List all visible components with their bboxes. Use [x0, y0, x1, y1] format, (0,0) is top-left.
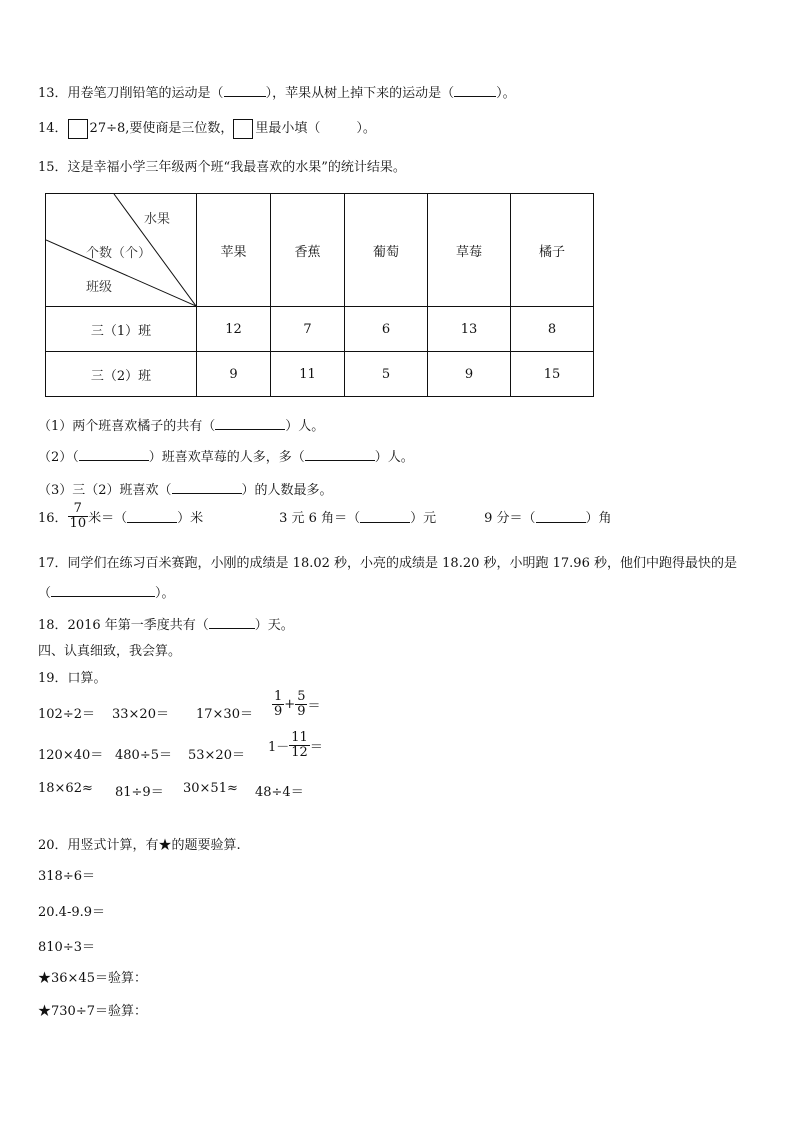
calc-item: 18×62≈	[38, 781, 93, 796]
q14-box-2[interactable]	[233, 119, 253, 139]
table-cell: 9	[197, 352, 271, 397]
question-17-answer: （ ）。	[38, 586, 175, 601]
header-orange: 橘子	[511, 194, 594, 307]
q17-blank[interactable]	[51, 584, 155, 597]
question-19-title: 19．口算。	[38, 671, 107, 686]
table-cell: 13	[428, 307, 511, 352]
q16-blank-3[interactable]	[536, 510, 586, 523]
question-13: 13．用卷笔刀削铅笔的运动是（ ），苹果从树上掉下来的运动是（ ）。	[38, 86, 516, 101]
q15-sub-3: （3）三（2）班喜欢（ ）的人数最多。	[38, 483, 333, 498]
vertical-calc-item: ★36×45＝验算：	[38, 971, 147, 986]
header-banana: 香蕉	[271, 194, 345, 307]
question-18: 18．2016 年第一季度共有（ ）天。	[38, 618, 294, 633]
question-16: 16． $\frac{7}{10}$ 米＝（ ）米 3 元 6 角＝（ ）元 9 分＝（ ）角	[38, 501, 612, 531]
table-cell: 12	[197, 307, 271, 352]
q15-sub2-blank-2[interactable]	[305, 448, 375, 461]
table-cell: 8	[511, 307, 594, 352]
calc-item: 102÷2＝	[38, 707, 95, 722]
q16-blank-2[interactable]	[360, 510, 410, 523]
fruit-table	[45, 193, 594, 397]
calc-fraction-sum: $\frac{1}{9}$ + $\frac{5}{9}$ ＝	[274, 689, 321, 719]
header-strawberry: 草莓	[428, 194, 511, 307]
calc-item: 81÷9＝	[115, 785, 164, 800]
vertical-calc-item: 20.4-9.9＝	[38, 905, 106, 920]
calc-item: 33×20＝	[112, 707, 169, 722]
header-apple: 苹果	[197, 194, 271, 307]
q15-sub-1: （1）两个班喜欢橘子的共有（ ）人。	[38, 419, 325, 434]
question-17: 17．同学们在练习百米赛跑，小刚的成绩是 18.02 秒，小亮的成绩是 18.20 秒，小明跑 17.96 秒，他们中跑得最快的是	[38, 556, 737, 571]
question-20-title: 20．用竖式计算，有★的题要验算.	[38, 838, 241, 853]
q16-fraction: $\frac{7}{10}$	[69, 501, 87, 531]
header-fruit-label: 水果	[144, 212, 171, 227]
table-cell: 5	[345, 352, 428, 397]
calc-item: 30×51≈	[183, 781, 238, 796]
table-cell: 6	[345, 307, 428, 352]
calc-fraction-diff: 1－ $\frac{11}{12}$ ＝	[268, 730, 323, 760]
q15-sub1-blank[interactable]	[215, 417, 285, 430]
vertical-calc-item: ★730÷7＝验算：	[38, 1004, 147, 1019]
q18-blank[interactable]	[209, 616, 255, 629]
calc-item: 480÷5＝	[115, 748, 172, 763]
q13-number: 13．	[38, 86, 68, 101]
header-count-label: 个数（个）	[86, 246, 152, 261]
header-class-label: 班级	[86, 280, 113, 295]
calc-item: 120×40＝	[38, 748, 104, 763]
section-4-heading: 四、认真细致，我会算。	[38, 644, 182, 659]
table-cell: 11	[271, 352, 345, 397]
question-15: 15．这是幸福小学三年级两个班“我最喜欢的水果”的统计结果。	[38, 160, 406, 175]
row-label: 三（2）班	[46, 352, 197, 397]
vertical-calc-item: 318÷6＝	[38, 869, 95, 884]
q13-blank-1[interactable]	[224, 84, 266, 97]
calc-item: 53×20＝	[188, 748, 245, 763]
table-cell: 9	[428, 352, 511, 397]
vertical-calc-item: 810÷3＝	[38, 940, 95, 955]
q15-sub2-blank-1[interactable]	[79, 448, 149, 461]
q16-blank-1[interactable]	[127, 510, 177, 523]
q15-sub3-blank[interactable]	[172, 481, 242, 494]
table-row	[46, 307, 594, 352]
question-14: 14． 27÷8,要使商是三位数， 里最小填（ ）。	[38, 117, 376, 139]
header-grape: 葡萄	[345, 194, 428, 307]
table-cell: 15	[511, 352, 594, 397]
table-row	[46, 352, 594, 397]
row-label: 三（1）班	[46, 307, 197, 352]
q15-sub-2: （2）（ ）班喜欢草莓的人多，多（ ）人。	[38, 450, 414, 465]
q13-blank-2[interactable]	[454, 84, 496, 97]
table-header-diagonal-cell	[46, 194, 197, 307]
table-cell: 7	[271, 307, 345, 352]
calc-item: 17×30＝	[196, 707, 253, 722]
calc-item: 48÷4＝	[255, 785, 304, 800]
q14-box-1[interactable]	[68, 119, 88, 139]
